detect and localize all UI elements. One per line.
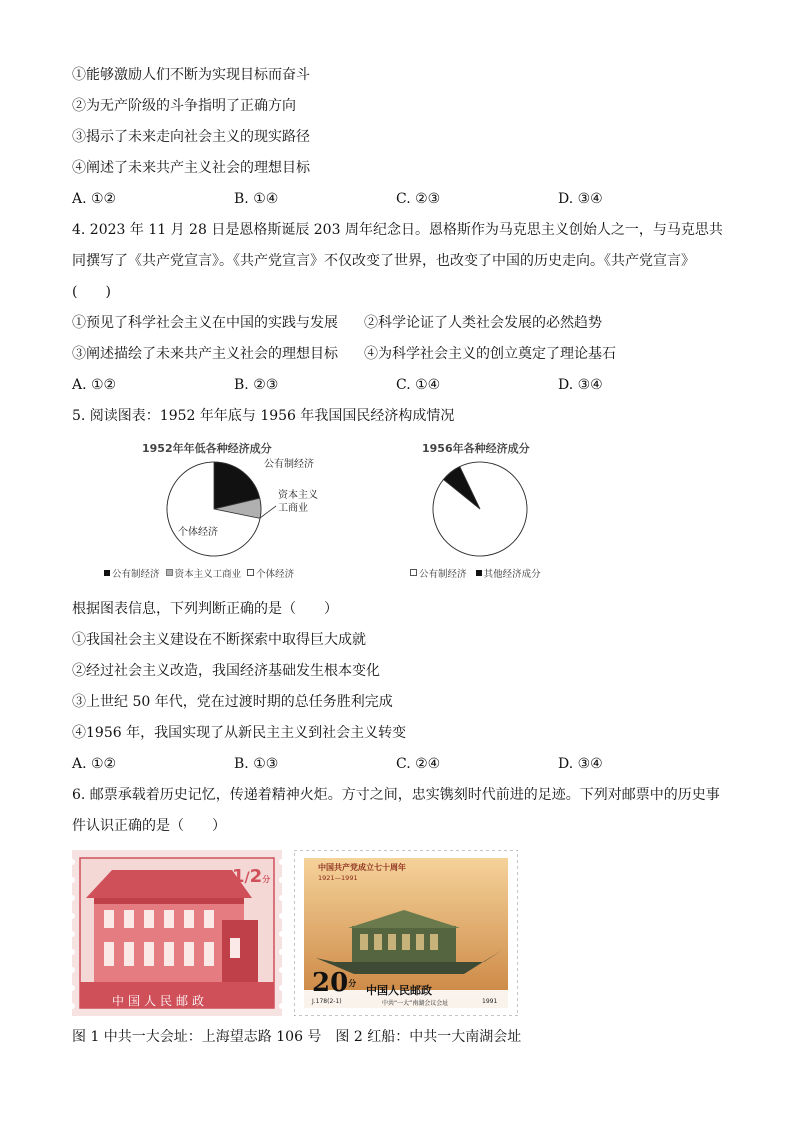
q3-item-2: ②为无产阶级的斗争指明了正确方向 xyxy=(72,98,296,114)
q4-option-b[interactable]: B. ②③ xyxy=(234,377,279,393)
legend-public: 公有制经济 xyxy=(112,569,160,580)
legend-individual: 个体经济 xyxy=(256,569,295,580)
stamp-2-value xyxy=(312,970,356,996)
legend-public-1956: 公有制经济 xyxy=(419,569,467,580)
q3-option-b[interactable]: B. ①④ xyxy=(234,191,279,207)
q3-option-c[interactable]: C. ②③ xyxy=(396,191,441,207)
pie-1952-label-individual: 个体经济 xyxy=(178,527,218,538)
pie-1956-title: 1956年各种经济成分 xyxy=(422,442,530,455)
q4-item-1: ①预见了科学社会主义在中国的实践与发展 xyxy=(72,315,338,331)
pie-1952-label-capitalist-1: 资本主义 xyxy=(278,490,318,501)
q4-items-row-1 xyxy=(72,308,732,339)
stamp-2-subtitle: 中共“一大”南湖会议会址 xyxy=(382,1000,449,1007)
q5-option-a[interactable]: A. ①② xyxy=(72,756,117,772)
stamp-caption: 图 1 中共一大会址：上海望志路 106 号 图 2 红船：中共一大南湖会址 xyxy=(72,1029,522,1045)
q3-items xyxy=(72,60,732,184)
pie-1952-leader-line xyxy=(260,506,276,518)
legend-swatch-other-1956 xyxy=(476,570,482,576)
stamp-2-code: J.178(2-1) xyxy=(312,998,342,1005)
q4-stem: 4. 2023 年 11 月 28 日是恩格斯诞辰 203 周年纪念日。恩格斯作为马克思主义创始人之一，与马克思共同撰写了《共产党宣言》。《共产党宣言》不仅改变了世界，也改变了中国的历史走向。《共产党宣言》( ) xyxy=(72,222,723,300)
stamp-1-denomination: 1/2分 xyxy=(232,866,271,887)
pie-1956-legend xyxy=(410,566,541,580)
stamp-images xyxy=(72,846,732,1026)
pie-1952-title: 1952年年低各种经济成分 xyxy=(142,442,272,455)
q5-item-3: ③上世纪 50 年代，党在过渡时期的总任务胜利完成 xyxy=(72,694,393,710)
q4-option-c[interactable]: C. ①④ xyxy=(396,377,441,393)
stamp-1-unit: 分 xyxy=(262,875,271,884)
stamp-2-unit: 分 xyxy=(348,978,357,988)
q3-item-3: ③揭示了未来走向社会主义的现实路径 xyxy=(72,129,310,145)
q5-item-1: ①我国社会主义建设在不断探索中取得巨大成就 xyxy=(72,632,366,648)
stamp-2-post: 中国人民邮政 xyxy=(366,984,432,997)
pie-charts xyxy=(72,436,732,586)
legend-other-1956: 其他经济成分 xyxy=(483,569,541,580)
pie-chart-canvas xyxy=(72,436,732,586)
q5-question: 根据图表信息，下列判断正确的是（ ） xyxy=(72,601,338,617)
q5-option-c[interactable]: C. ②④ xyxy=(396,756,441,772)
pie-1952-legend xyxy=(104,566,294,580)
q4-options xyxy=(72,370,732,401)
q3-options xyxy=(72,184,732,215)
q5-stem: 5. 阅读图表：1952 年年底与 1956 年我国国民经济构成情况 xyxy=(72,408,455,424)
exam-page xyxy=(72,60,732,1048)
q3-item-1: ①能够激励人们不断为实现目标而奋斗 xyxy=(72,67,310,83)
legend-swatch-public xyxy=(104,570,110,576)
q5-option-b[interactable]: B. ①③ xyxy=(234,756,279,772)
q5-item-2: ②经过社会主义改造，我国经济基础发生根本变化 xyxy=(72,663,380,679)
q3-option-d[interactable]: D. ③④ xyxy=(558,191,603,207)
pie-1952-label-capitalist-2: 工商业 xyxy=(278,503,308,514)
q5-option-d[interactable]: D. ③④ xyxy=(558,756,603,772)
q4-item-4: ④为科学社会主义的创立奠定了理论基石 xyxy=(364,346,616,362)
q4-option-d[interactable]: D. ③④ xyxy=(558,377,603,393)
legend-capitalist: 资本主义工商业 xyxy=(174,569,242,580)
q4-item-2: ②科学论证了人类社会发展的必然趋势 xyxy=(364,315,602,331)
legend-swatch-individual xyxy=(247,569,254,576)
q4-option-a[interactable]: A. ①② xyxy=(72,377,117,393)
stamp-1-post: 中国人民邮政 xyxy=(112,994,209,1008)
pie-1952-label-public: 公有制经济 xyxy=(264,459,314,470)
stamp-1-num: 1 xyxy=(232,866,245,887)
stamp-2-year: 1991 xyxy=(482,998,498,1005)
q6-stem: 6. 邮票承载着历史记忆，传递着精神火炬。方寸之间，忠实镌刻时代前进的足迹。下列对邮票中的历史事件认识正确的是（ ） xyxy=(72,787,720,834)
q5-item-4: ④1956 年，我国实现了从新民主主义到社会主义转变 xyxy=(72,725,407,741)
stamp-2-years: 1921—1991 xyxy=(318,874,358,882)
stamp-2-value-number: 20 xyxy=(312,968,349,998)
stamp-1-den: 2 xyxy=(249,866,263,887)
q4-item-3: ③阐述描绘了未来共产主义社会的理想目标 xyxy=(72,346,338,362)
q3-option-a[interactable]: A. ①② xyxy=(72,191,117,207)
q5-options xyxy=(72,749,732,780)
q3-item-4: ④阐述了未来共产主义社会的理想目标 xyxy=(72,160,310,176)
q4-items-row-2 xyxy=(72,339,732,370)
legend-swatch-capitalist xyxy=(166,569,173,576)
legend-swatch-public-1956 xyxy=(410,569,417,576)
stamp-2-title: 中国共产党成立七十周年 xyxy=(318,863,406,872)
